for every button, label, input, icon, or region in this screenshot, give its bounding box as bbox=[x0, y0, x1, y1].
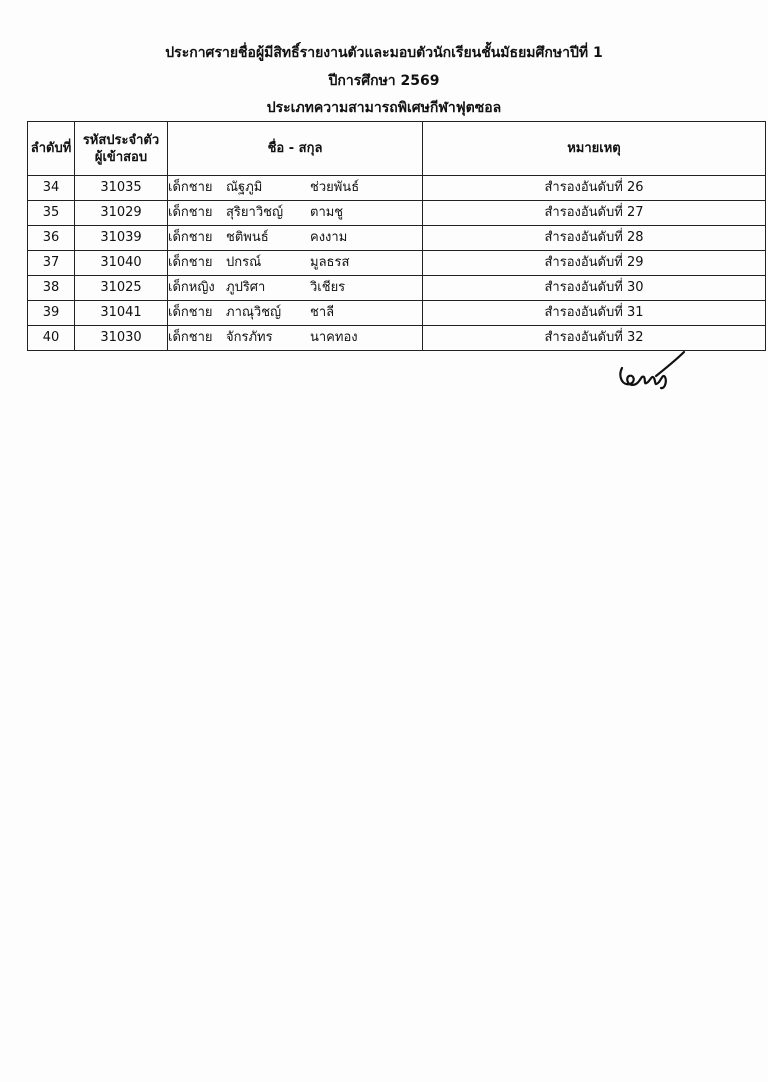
table-row bbox=[28, 276, 766, 301]
remark: สำรองอันดับที่ 27 bbox=[423, 201, 766, 226]
row-number: 39 bbox=[28, 301, 75, 326]
student-name bbox=[168, 201, 423, 226]
applicant-code: 31035 bbox=[75, 176, 168, 201]
row-number: 36 bbox=[28, 226, 75, 251]
last-name: วิเชียร bbox=[310, 280, 346, 295]
announcement-title: ประกาศรายชื่อผู้มีสิทธิ์รายงานตัวและมอบตัวนักเรียนชั้นมัธยมศึกษาปีที่ 1 bbox=[165, 45, 603, 61]
name-prefix: เด็กชาย bbox=[168, 230, 213, 245]
column-header-name: ชื่อ - สกุล bbox=[168, 122, 423, 176]
applicant-code: 31039 bbox=[75, 226, 168, 251]
last-name: มูลธรส bbox=[310, 255, 350, 270]
remark: สำรองอันดับที่ 26 bbox=[423, 176, 766, 201]
applicant-code: 31029 bbox=[75, 201, 168, 226]
table-row bbox=[28, 201, 766, 226]
name-prefix: เด็กชาย bbox=[168, 330, 213, 345]
signature-icon bbox=[616, 346, 686, 394]
name-prefix: เด็กชาย bbox=[168, 305, 213, 320]
name-prefix: เด็กชาย bbox=[168, 255, 213, 270]
table-row bbox=[28, 226, 766, 251]
table-row bbox=[28, 301, 766, 326]
remark: สำรองอันดับที่ 28 bbox=[423, 226, 766, 251]
first-name: สุริยาวิชญ์ bbox=[226, 205, 284, 220]
student-name bbox=[168, 226, 423, 251]
column-header-number: ลำดับที่ bbox=[28, 122, 75, 176]
name-prefix: เด็กหญิง bbox=[168, 280, 215, 295]
applicant-code: 31025 bbox=[75, 276, 168, 301]
first-name: จักรภัทร bbox=[226, 330, 273, 345]
category-title: ประเภทความสามารถพิเศษกีฬาฟุตซอล bbox=[266, 100, 502, 116]
student-name bbox=[168, 326, 423, 351]
applicant-code: 31041 bbox=[75, 301, 168, 326]
row-number: 40 bbox=[28, 326, 75, 351]
row-number: 34 bbox=[28, 176, 75, 201]
first-name: ภูปริศา bbox=[226, 280, 266, 295]
remark: สำรองอันดับที่ 29 bbox=[423, 251, 766, 276]
column-header-code bbox=[75, 122, 168, 176]
remark: สำรองอันดับที่ 30 bbox=[423, 276, 766, 301]
last-name: ตามชู bbox=[310, 205, 344, 220]
remark: สำรองอันดับที่ 31 bbox=[423, 301, 766, 326]
first-name: ภาณุวิชญ์ bbox=[226, 305, 282, 320]
table-header-row bbox=[28, 122, 766, 176]
name-prefix: เด็กชาย bbox=[168, 180, 213, 195]
student-name bbox=[168, 176, 423, 201]
column-header-remark: หมายเหตุ bbox=[423, 122, 766, 176]
table-body bbox=[28, 176, 766, 351]
first-name: ชติพนธ์ bbox=[226, 230, 269, 245]
first-name: ปกรณ์ bbox=[226, 255, 262, 270]
table-row bbox=[28, 251, 766, 276]
remark: สำรองอันดับที่ 32 bbox=[423, 326, 766, 351]
row-number: 37 bbox=[28, 251, 75, 276]
name-prefix: เด็กชาย bbox=[168, 205, 213, 220]
student-name bbox=[168, 276, 423, 301]
first-name: ณัฐภูมิ bbox=[226, 180, 263, 195]
student-name bbox=[168, 301, 423, 326]
last-name: ชาลี bbox=[310, 305, 335, 320]
applicant-code: 31040 bbox=[75, 251, 168, 276]
last-name: นาคทอง bbox=[310, 330, 358, 345]
academic-year: ปีการศึกษา 2569 bbox=[328, 73, 440, 89]
applicant-code: 31030 bbox=[75, 326, 168, 351]
last-name: คงงาม bbox=[310, 230, 348, 245]
last-name: ช่วยพันธ์ bbox=[310, 180, 360, 195]
row-number: 35 bbox=[28, 201, 75, 226]
row-number: 38 bbox=[28, 276, 75, 301]
student-name bbox=[168, 251, 423, 276]
table-row bbox=[28, 176, 766, 201]
student-list-table bbox=[27, 121, 766, 351]
column-header-code-line1: รหัสประจำตัว bbox=[82, 132, 160, 148]
column-header-code-line2: ผู้เข้าสอบ bbox=[94, 149, 148, 165]
